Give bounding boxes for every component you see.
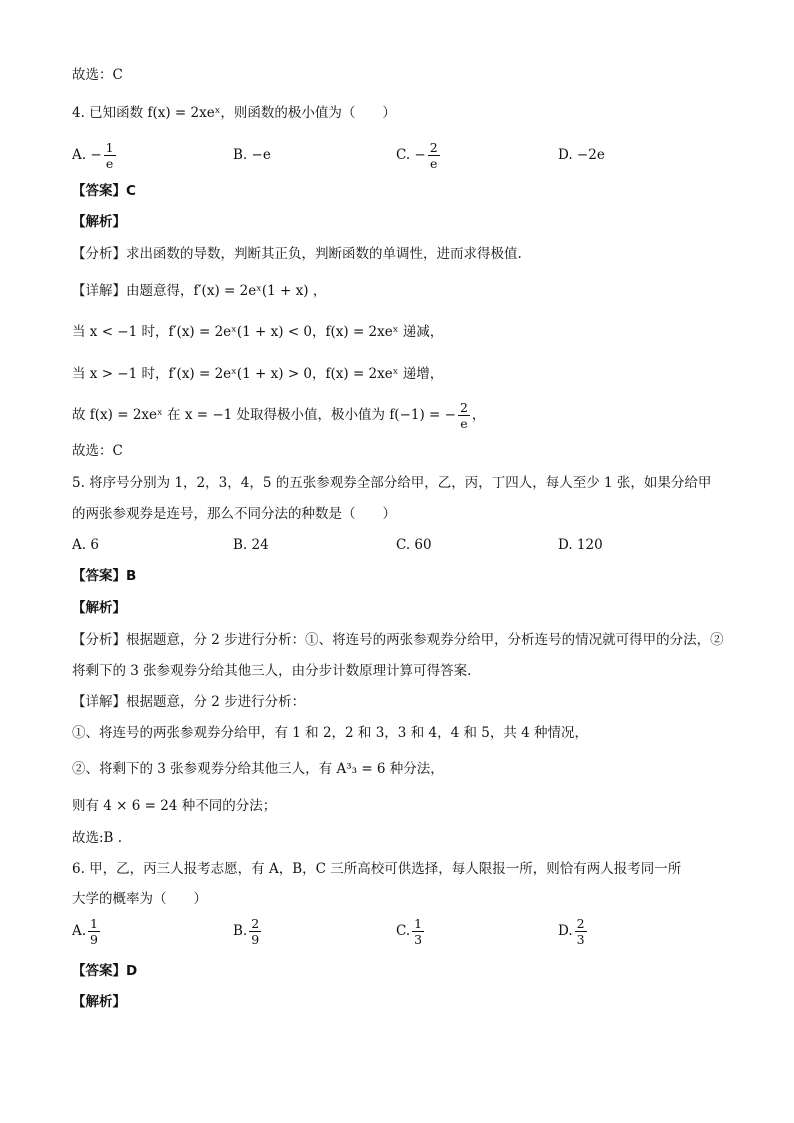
q4-option-c-fraction: [428, 140, 440, 171]
conclusion-text: 故 f(x) = 2xeˣ 在 x = −1 处取得极小值，极小值为 f(−1) = −: [72, 407, 456, 423]
q4-option-c: [396, 140, 442, 171]
answer-label: 【答案】D: [72, 963, 138, 979]
fraction-numerator: 2: [251, 916, 260, 931]
answer-choice-line: 故选:B .: [72, 830, 123, 846]
question-6-line-1: 6. 甲，乙，丙三人报考志愿，有 A，B，C 三所高校可供选择，每人限报一所，则恰有两人报考同一所: [72, 861, 682, 877]
fraction-denominator: e: [105, 156, 114, 171]
q6-option-b-prefix: B.: [233, 923, 248, 939]
question-5-line-2: 的两张参观券是连号，那么不同分法的种数是（ ）: [72, 506, 396, 522]
q4-option-a-prefix: A. −: [72, 147, 102, 163]
fraction-numerator: 2: [459, 400, 468, 415]
fraction-denominator: 9: [251, 932, 260, 947]
q4-option-b: B. −e: [233, 147, 271, 163]
q6-option-a-prefix: A.: [72, 923, 87, 939]
q6-option-d-fraction: [575, 916, 587, 947]
analysis-label: 【解析】: [72, 994, 126, 1010]
question-6-line-2: 大学的概率为（ ）: [72, 891, 207, 907]
q6-option-d-prefix: D.: [558, 923, 573, 939]
analysis-label: 【解析】: [72, 214, 126, 230]
detail-text: 【详解】根据题意，分 2 步进行分析：: [72, 694, 306, 710]
detail-step-1: ①、将连号的两张参观券分给甲，有 1 和 2，2 和 3，3 和 4，4 和 5，共 4 种情况，: [72, 725, 589, 741]
q6-option-c-fraction: [412, 916, 424, 947]
answer-label: 【答案】C: [72, 183, 136, 199]
question-5-line-1: 5. 将序号分别为 1，2，3，4，5 的五张参观券全部分给甲，乙，丙，丁四人，每人至少 1 张，如果分给甲: [72, 475, 712, 491]
fraction-denominator: e: [430, 156, 438, 171]
q5-option-a: A. 6: [72, 537, 99, 553]
fraction-denominator: e: [460, 416, 468, 431]
detail-line: 当 x < −1 时，f′(x) = 2eˣ(1 + x) < 0，f(x) = 2xeˣ 递减，: [72, 324, 444, 340]
q4-option-a-fraction: [104, 140, 116, 171]
q6-option-a: [72, 916, 102, 947]
fraction-denominator: 9: [90, 932, 98, 947]
analysis-text: 【分析】求出函数的导数，判断其正负，判断函数的单调性，进而求得极值.: [72, 246, 522, 262]
question-4: 4. 已知函数 f(x) = 2xeˣ，则函数的极小值为（ ）: [72, 105, 396, 121]
q4-option-a: [72, 140, 118, 171]
q6-option-c-prefix: C.: [396, 923, 411, 939]
detail-line-conclusion: [72, 400, 485, 431]
q6-option-d: [558, 916, 589, 947]
answer-choice-line: 故选：C: [72, 67, 123, 83]
conclusion-suffix: ，: [471, 407, 486, 423]
detail-step-2: ②、将剩下的 3 张参观券分给其他三人，有 A³₃ = 6 种分法，: [72, 761, 444, 777]
q6-option-c: [396, 916, 426, 947]
q4-option-c-prefix: C. −: [396, 147, 426, 163]
q6-option-b: [233, 916, 263, 947]
detail-line: 当 x > −1 时，f′(x) = 2eˣ(1 + x) > 0，f(x) = 2xeˣ 递增，: [72, 366, 444, 382]
answer-choice-line: 故选：C: [72, 443, 123, 459]
fraction-numerator: 1: [414, 916, 423, 931]
fraction-numerator: 2: [576, 916, 585, 931]
fraction-numerator: 2: [429, 140, 438, 155]
conclusion-fraction: [458, 400, 470, 431]
detail-text: 【详解】由题意得，f′(x) = 2eˣ(1 + x) ，: [72, 283, 327, 299]
fraction-denominator: 3: [576, 932, 585, 947]
q5-option-c: C. 60: [396, 537, 432, 553]
fraction-numerator: 1: [90, 916, 98, 931]
analysis-text-line-1: 【分析】根据题意，分 2 步进行分析：①、将连号的两张参观券分给甲，分析连号的情况就可得甲的分法，②: [72, 632, 724, 648]
q6-option-b-fraction: [249, 916, 261, 947]
analysis-label: 【解析】: [72, 600, 126, 616]
detail-step-3: 则有 4 × 6 = 24 种不同的分法；: [72, 798, 277, 814]
analysis-text-line-2: 将剩下的 3 张参观券分给其他三人，由分步计数原理计算可得答案.: [72, 663, 472, 679]
q4-option-d: D. −2e: [558, 147, 605, 163]
q5-option-d: D. 120: [558, 537, 603, 553]
fraction-numerator: 1: [105, 140, 114, 155]
fraction-denominator: 3: [414, 932, 423, 947]
q5-option-b: B. 24: [233, 537, 269, 553]
q6-option-a-fraction: [88, 916, 100, 947]
answer-label: 【答案】B: [72, 568, 137, 584]
